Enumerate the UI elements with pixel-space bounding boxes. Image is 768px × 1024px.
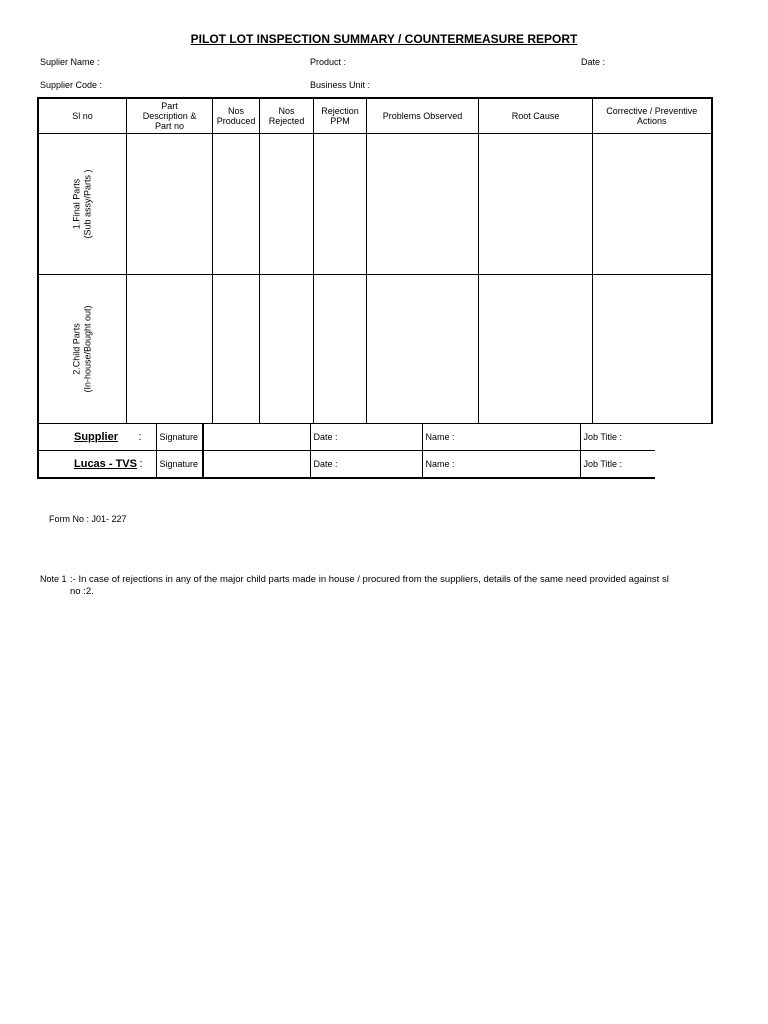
cell-part-description[interactable] [127, 134, 213, 275]
row-label-line2: (Sub assy/Parts ) [82, 169, 93, 239]
row-label-child-parts-text [72, 305, 94, 392]
cell-part-description[interactable] [127, 275, 213, 424]
col-header-nos-rejected [260, 98, 314, 134]
table-row [38, 134, 712, 275]
col-header-nos-produced [213, 98, 260, 134]
signoff-table [37, 424, 655, 479]
col-header-part-description [127, 98, 213, 134]
cell-nos-produced[interactable] [213, 275, 260, 424]
signoff-party-name: Lucas - TVS [74, 458, 137, 470]
note-text: :- In case of rejections in any of the major child parts made in house / procured from the suppliers, details of the same need provided against sl no :2. [70, 574, 669, 597]
signoff-row-supplier [38, 424, 655, 451]
signoff-signature-label: Signature [156, 451, 203, 479]
row-label-line1: 2.Child Parts [71, 323, 82, 375]
cell-corrective-actions[interactable] [593, 134, 712, 275]
note-label: Note 1 [40, 574, 67, 584]
signoff-colon: : [138, 431, 142, 443]
col-header-sl-no: Sl no [38, 98, 127, 134]
col-header-problems-observed: Problems Observed [367, 98, 479, 134]
row-label-final-parts [38, 134, 127, 275]
cell-problems-observed[interactable] [367, 134, 479, 275]
row-label-line1: 1.Final Parts [71, 178, 82, 230]
supplier-name-label: Suplier Name : [40, 57, 100, 67]
col-header-corrective-actions-text: Corrective / Preventive Actions [606, 106, 698, 126]
col-header-corrective-actions [593, 98, 712, 134]
row-label-line2: (In-house/Bought out) [82, 305, 93, 393]
date-label: Date : [581, 57, 606, 67]
signoff-job-title-label: Job Title : [580, 424, 655, 451]
signoff-party [38, 424, 156, 451]
col-header-part-description-text: Part Description & Part no [142, 101, 197, 131]
signoff-signature-label: Signature [156, 424, 203, 451]
col-header-rejection-ppm-text: Rejection PPM [321, 106, 359, 126]
cell-root-cause[interactable] [479, 275, 593, 424]
supplier-code-label: Supplier Code : [40, 80, 103, 90]
signoff-party-name: Supplier [74, 431, 119, 443]
signoff-job-title-label: Job Title : [580, 451, 655, 479]
product-label: Product : [310, 57, 347, 67]
signoff-signature-field[interactable] [203, 424, 310, 451]
row-label-final-parts-text [72, 169, 94, 238]
table-row [38, 275, 712, 424]
col-header-rejection-ppm [314, 98, 367, 134]
inspection-table [37, 97, 713, 424]
report-title: PILOT LOT INSPECTION SUMMARY / COUNTERMEASURE REPORT [190, 32, 578, 46]
signoff-date-label: Date : [310, 451, 422, 479]
business-unit-label: Business Unit : [310, 80, 371, 90]
cell-rejection-ppm[interactable] [314, 275, 367, 424]
col-header-nos-produced-text: Nos Produced [216, 106, 256, 126]
signoff-row-lucas-tvs [38, 451, 655, 479]
cell-corrective-actions[interactable] [593, 275, 712, 424]
signoff-date-label: Date : [310, 424, 422, 451]
signoff-name-label: Name : [422, 424, 580, 451]
signoff-name-label: Name : [422, 451, 580, 479]
cell-nos-rejected[interactable] [260, 275, 314, 424]
cell-nos-produced[interactable] [213, 134, 260, 275]
col-header-nos-rejected-text: Nos Rejected [268, 106, 305, 126]
cell-problems-observed[interactable] [367, 275, 479, 424]
form-number: Form No : J01- 227 [49, 514, 127, 524]
signoff-party [38, 451, 156, 479]
cell-rejection-ppm[interactable] [314, 134, 367, 275]
signoff-colon: : [139, 458, 143, 470]
cell-nos-rejected[interactable] [260, 134, 314, 275]
cell-root-cause[interactable] [479, 134, 593, 275]
col-header-root-cause: Root Cause [479, 98, 593, 134]
signoff-signature-field[interactable] [203, 451, 310, 479]
row-label-child-parts [38, 275, 127, 424]
